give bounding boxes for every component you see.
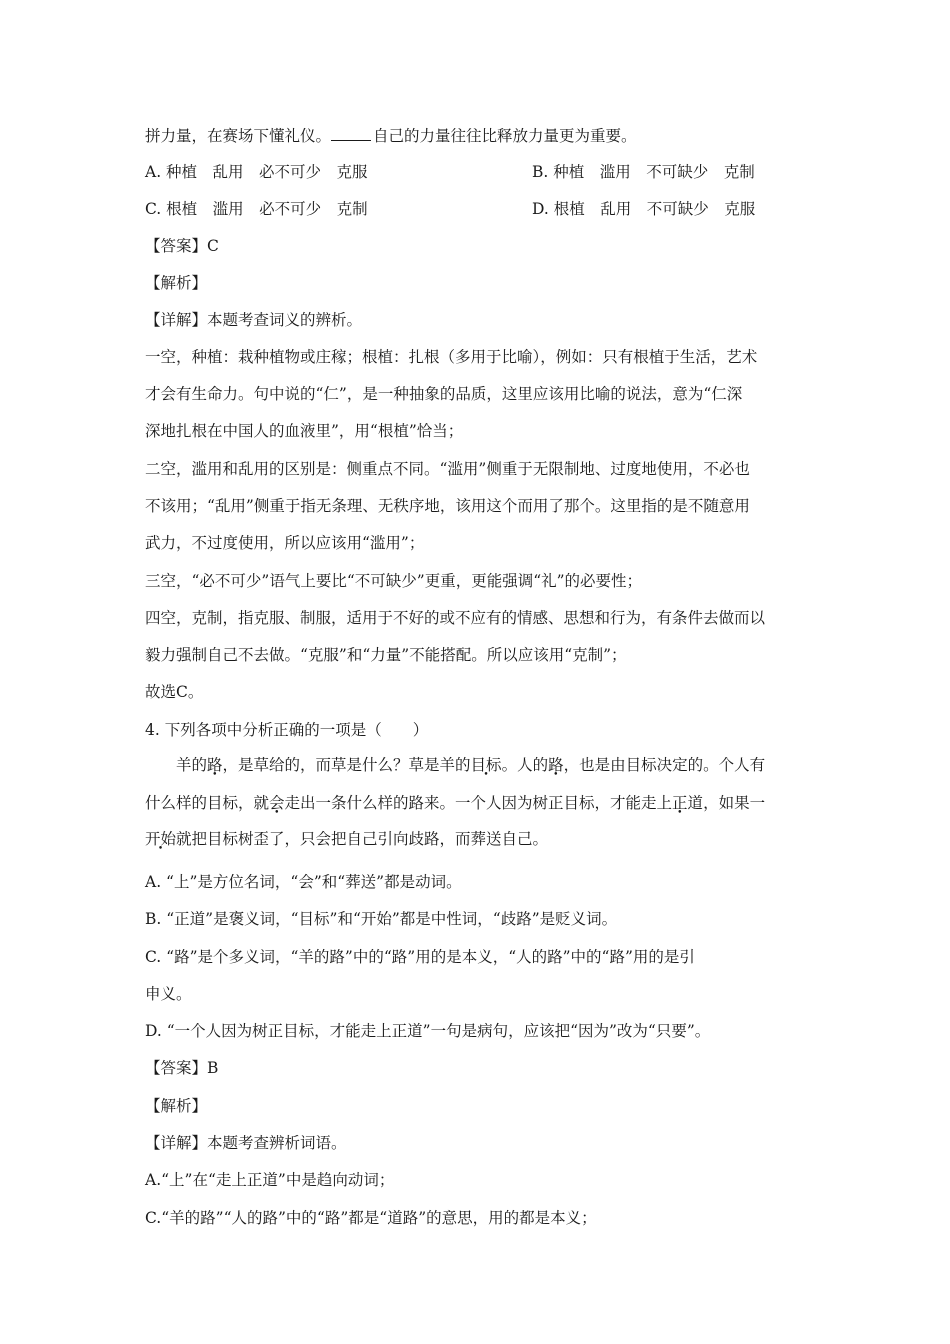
q3-analysis-label: 【解析】 bbox=[145, 274, 208, 292]
q4-detail: 【详解】本题考查辨析词语。 bbox=[145, 1134, 347, 1152]
q4-option-a: A. “上”是方位名词，“会”和“葬送”都是动词。 bbox=[145, 873, 462, 891]
q4-stem: 4. 下列各项中分析正确的一项是（ ） bbox=[145, 721, 429, 739]
passage-emphasis: 会 bbox=[269, 794, 285, 812]
q3-exp-line: 故选C。 bbox=[145, 683, 204, 701]
q4-answer: 【答案】B bbox=[145, 1059, 219, 1077]
q4-option-d: D. “一个人因为树正目标，才能走上正道”一句是病句，应该把“因为”改为“只要”。 bbox=[145, 1022, 711, 1040]
q3-stem-tail bbox=[145, 124, 825, 148]
q4-passage-line-1 bbox=[176, 753, 856, 777]
passage-text: 就把目标树歪了，只会把自己引向歧路，而葬送自己。 bbox=[176, 830, 549, 848]
passage-text: 。人的 bbox=[501, 756, 549, 774]
q3-stem-text: 拼力量，在赛场下懂礼仪。 bbox=[145, 127, 332, 145]
q3-option-c: C. 根植 滥用 必不可少 克制 bbox=[145, 200, 368, 218]
passage-emphasis: 路 bbox=[548, 756, 564, 774]
q3-exp-line: 三空，“必不可少”语气上要比“不可缺少”更重，更能强调“礼”的必要性； bbox=[145, 572, 643, 590]
passage-text: 羊的 bbox=[176, 756, 208, 774]
q3-stem-text-2: 自己的力量往往比释放力量更为重要。 bbox=[373, 127, 637, 145]
q4-option-c: C. “路”是个多义词，“羊的路”中的“路”用的是本义，“人的路”中的“路”用的是引 bbox=[145, 948, 695, 966]
passage-text: 走出一条什么样的路来。一个人因为树正目标，才能走 bbox=[284, 794, 657, 812]
passage-emphasis: 路 bbox=[207, 756, 223, 774]
q3-exp-line: 毅力强制自己不去做。“克服”和“力量”不能搭配。所以应该用“克制”； bbox=[145, 646, 627, 664]
passage-text: 什么样的目标，就 bbox=[145, 794, 270, 812]
passage-emphasis: 开始 bbox=[145, 830, 177, 848]
q3-exp-line: 一空，种植：栽种植物或庄稼；根植：扎根（多用于比喻），例如：只有根植于生活，艺术 bbox=[145, 348, 758, 366]
passage-text: ，也是由目标决定的。个人有 bbox=[563, 756, 766, 774]
q4-option-c-cont: 申义。 bbox=[145, 985, 192, 1003]
passage-emphasis: 上正道 bbox=[656, 794, 704, 812]
q3-detail: 【详解】本题考查词义的辨析。 bbox=[145, 311, 363, 329]
passage-text: ，如果一 bbox=[703, 794, 766, 812]
q4-passage-line-3 bbox=[145, 827, 825, 851]
q4-exp-line: C.“羊的路”“人的路”中的“路”都是“道路”的意思，用的都是本义； bbox=[145, 1209, 597, 1227]
q3-option-d: D. 根植 乱用 不可缺少 克服 bbox=[532, 200, 756, 218]
q3-option-a: A. 种植 乱用 必不可少 克服 bbox=[145, 163, 368, 181]
passage-text: ，是草给的，而草是什么？草是羊的 bbox=[222, 756, 471, 774]
q4-passage-line-2 bbox=[145, 791, 825, 815]
q4-exp-line: A.“上”在“走上正道”中是趋向动词； bbox=[145, 1171, 395, 1189]
q3-exp-line: 二空，滥用和乱用的区别是：侧重点不同。“滥用”侧重于无限制地、过度地使用，不必也 bbox=[145, 460, 750, 478]
answer-blank bbox=[331, 124, 371, 141]
q3-option-b: B. 种植 滥用 不可缺少 克制 bbox=[532, 163, 755, 181]
q3-exp-line: 深地扎根在中国人的血液里”，用“根植”恰当； bbox=[145, 422, 464, 440]
q3-answer: 【答案】C bbox=[145, 237, 219, 255]
q4-analysis-label: 【解析】 bbox=[145, 1097, 208, 1115]
q3-exp-line: 才会有生命力。句中说的“仁”，是一种抽象的品质，这里应该用比喻的说法，意为“仁深 bbox=[145, 385, 743, 403]
q3-exp-line: 不该用；“乱用”侧重于指无条理、无秩序地，该用这个而用了那个。这里指的是不随意用 bbox=[145, 497, 750, 515]
passage-emphasis: 目标 bbox=[470, 756, 502, 774]
q3-exp-line: 武力，不过度使用，所以应该用“滥用”； bbox=[145, 534, 425, 552]
q3-exp-line: 四空，克制，指克服、制服，适用于不好的或不应有的情感、思想和行为，有条件去做而以 bbox=[145, 609, 766, 627]
q4-option-b: B. “正道”是褒义词，“目标”和“开始”都是中性词，“歧路”是贬义词。 bbox=[145, 910, 618, 928]
